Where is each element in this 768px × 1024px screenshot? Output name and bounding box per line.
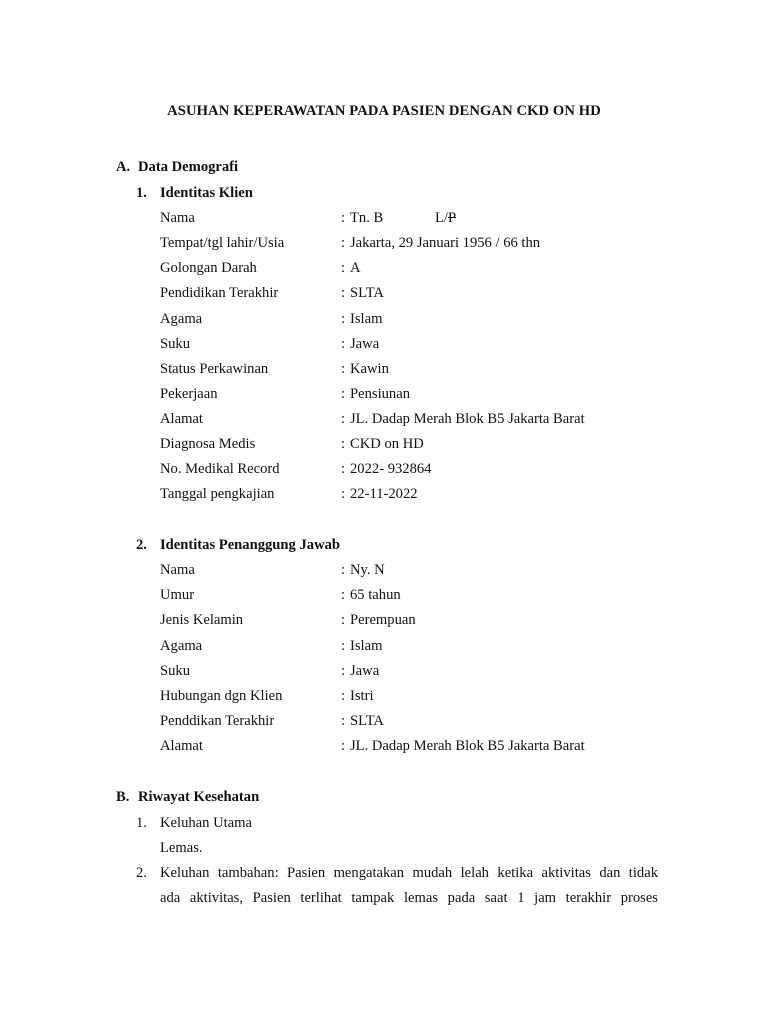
keluhan-utama-content: Lemas.: [160, 840, 203, 856]
field-label: Pendidikan Terakhir: [160, 285, 279, 301]
item-label: Keluhan Utama: [160, 815, 252, 831]
field-label: Hubungan dgn Klien: [160, 688, 283, 704]
field-label: Tempat/tgl lahir/Usia: [160, 235, 285, 251]
field-value: Islam: [350, 311, 383, 327]
field-label: Jenis Kelamin: [160, 612, 244, 628]
field-label: Diagnosa Medis: [160, 436, 256, 452]
field-colon: :: [341, 285, 346, 301]
field-value: Tn. B: [350, 210, 384, 226]
field-value: Perempuan: [350, 612, 416, 628]
field-value: Pensiunan: [350, 386, 410, 402]
item-number: 2.: [136, 865, 147, 881]
field-colon: :: [341, 235, 346, 251]
field-colon: :: [341, 210, 346, 226]
field-colon: :: [341, 436, 346, 452]
field-value: 2022- 932864: [350, 461, 432, 477]
field-value: Ny. N: [350, 562, 385, 578]
field-colon: :: [341, 411, 346, 427]
item-number: 1.: [136, 815, 147, 831]
field-value: Kawin: [350, 361, 389, 377]
field-value: Istri: [350, 688, 374, 704]
field-value: Jawa: [350, 336, 380, 352]
subsection-identitas-klien-heading: [136, 185, 436, 205]
field-value: JL. Dadap Merah Blok B5 Jakarta Barat: [350, 411, 585, 427]
field-colon: :: [341, 361, 346, 377]
field-colon: :: [341, 260, 346, 276]
field-label: Penddikan Terakhir: [160, 713, 275, 729]
field-label: Nama: [160, 210, 195, 226]
section-a-heading: [116, 159, 316, 179]
subsection-number: 2.: [136, 537, 147, 553]
field-label: Nama: [160, 562, 195, 578]
field-colon: :: [341, 638, 346, 654]
field-value: SLTA: [350, 713, 384, 729]
field-label: No. Medikal Record: [160, 461, 280, 477]
field-value: A: [350, 260, 361, 276]
field-value: 65 tahun: [350, 587, 401, 603]
field-label: Tanggal pengkajian: [160, 486, 275, 502]
field-colon: :: [341, 461, 346, 477]
field-colon: :: [341, 486, 346, 502]
field-label: Suku: [160, 663, 191, 679]
keluhan-tambahan-line: ada aktivitas, Pasien terlihat tampak lemas pada saat 1 jam terakhir proses: [160, 890, 658, 906]
field-colon: :: [341, 562, 346, 578]
field-label: Agama: [160, 311, 203, 327]
gender-option-p-struck: P: [447, 210, 457, 226]
field-label: Agama: [160, 638, 203, 654]
field-label: Pekerjaan: [160, 386, 218, 402]
gender-marker: [435, 210, 456, 227]
field-label: Umur: [160, 587, 195, 603]
keluhan-tambahan-line: Keluhan tambahan: Pasien mengatakan mudah lelah ketika aktivitas dan tidak: [160, 865, 658, 881]
subsection-penanggung-jawab-heading: [136, 537, 436, 557]
section-title: Riwayat Kesehatan: [138, 789, 260, 805]
keluhan-utama-item: [136, 815, 436, 835]
field-colon: :: [341, 713, 346, 729]
field-value: CKD on HD: [350, 436, 424, 452]
subsection-number: 1.: [136, 185, 147, 201]
section-b-heading: [116, 789, 366, 809]
field-colon: :: [341, 738, 346, 754]
field-colon: :: [341, 311, 346, 327]
field-colon: :: [341, 336, 346, 352]
section-letter: A.: [116, 159, 131, 175]
subsection-title: Identitas Penanggung Jawab: [160, 537, 341, 553]
field-colon: :: [341, 386, 346, 402]
field-label: Status Perkawinan: [160, 361, 269, 377]
document-title: ASUHAN KEPERAWATAN PADA PASIEN DENGAN CKD ON HD: [167, 103, 601, 119]
field-label: Suku: [160, 336, 191, 352]
section-title: Data Demografi: [138, 159, 239, 175]
field-colon: :: [341, 688, 346, 704]
section-letter: B.: [116, 789, 130, 805]
field-value: Jawa: [350, 663, 380, 679]
subsection-title: Identitas Klien: [160, 185, 253, 201]
field-label: Alamat: [160, 738, 203, 754]
keluhan-tambahan-number: [136, 865, 156, 885]
field-colon: :: [341, 663, 346, 679]
field-colon: :: [341, 612, 346, 628]
field-value: Jakarta, 29 Januari 1956 / 66 thn: [350, 235, 541, 251]
field-value: JL. Dadap Merah Blok B5 Jakarta Barat: [350, 738, 585, 754]
field-value: SLTA: [350, 285, 384, 301]
gender-option-l: L/: [435, 210, 448, 226]
field-label: Alamat: [160, 411, 203, 427]
field-value: Islam: [350, 638, 383, 654]
field-label: Golongan Darah: [160, 260, 257, 276]
field-colon: :: [341, 587, 346, 603]
field-value: 22-11-2022: [350, 486, 418, 502]
